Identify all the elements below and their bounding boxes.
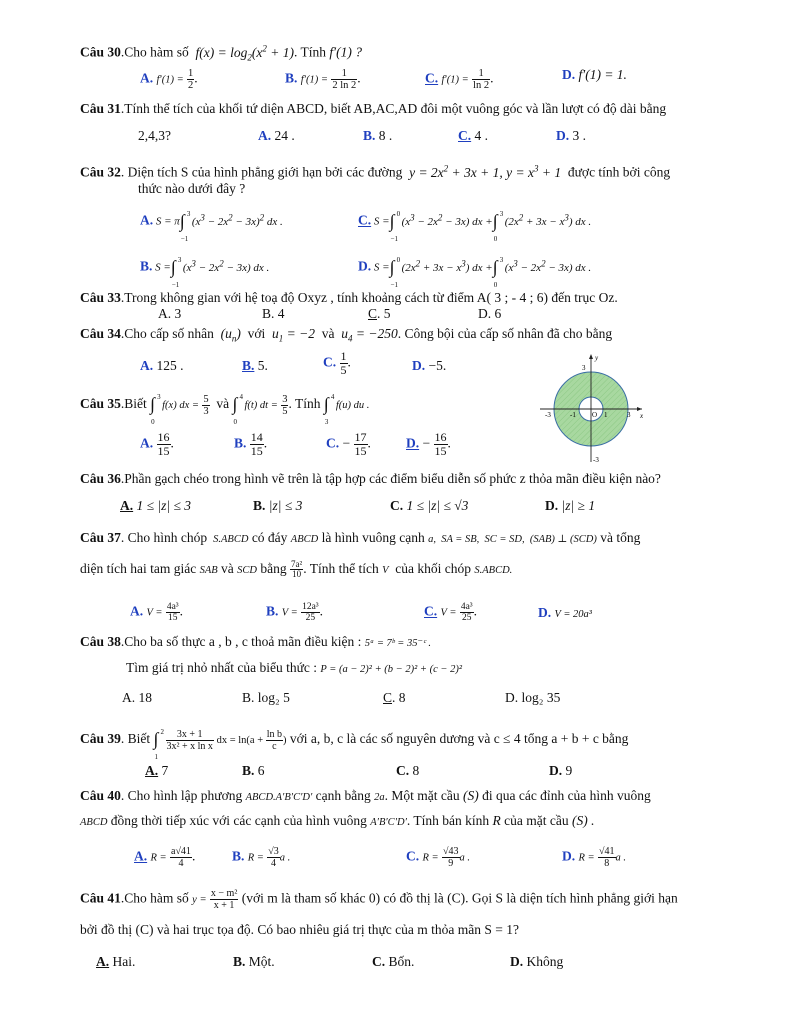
q37-option-b[interactable]: B. V = $\frac{\text{12a³}}{25}$ . xyxy=(266,602,324,623)
q34-option-b[interactable]: B. 5. xyxy=(242,358,268,373)
q35-option-d[interactable]: D. − $\frac{16}{15}$ . xyxy=(406,430,451,458)
q40-option-c[interactable]: C. R = $\frac{√43}{9}$ a . xyxy=(406,846,470,869)
q32-curves: $y = 2x^2 + 3x + 1$, $y = x^3 + 1$ xyxy=(405,163,562,180)
q41-option-a[interactable]: A. Hai. xyxy=(96,954,136,969)
q38-option-b[interactable]: B. log₂ 5 xyxy=(242,690,290,705)
tick-x-1: 1 xyxy=(604,411,608,419)
q35-option-a[interactable]: A. $\frac{16}{15}$ . xyxy=(140,430,174,458)
complex-plane-figure xyxy=(538,352,648,464)
q30-label: Câu 30 xyxy=(80,44,121,60)
q37-option-a[interactable]: A. V = $\frac{\text{4a³}}{15}$ . xyxy=(130,602,184,623)
q32-option-c[interactable]: C. S = 0 ∫ −1 $(x^3 - 2x^2 - 3x)$ dx + 3 ∫ 0 $(2x^2 + 3x - x^3)$ dx . xyxy=(358,210,592,244)
q34-option-a[interactable]: A. 125 . xyxy=(140,358,184,373)
q30-ask: f′(1) ? xyxy=(329,44,362,60)
q36-option-a[interactable]: A. 1 ≤ |z| ≤ 3 xyxy=(120,498,191,513)
q37-option-d[interactable]: D. V = 20a³ xyxy=(538,605,592,620)
question-32: Câu 32. Diện tích S của hình phẳng giới hạn bởi các đường $y = 2x^2 + 3x + 1$, $y = x^3 + 1$ được tính bởi công xyxy=(80,163,671,180)
question-34: Câu 34.Cho cấp số nhân $(u_n)$ với $u_1 = -2$ và $u_4 = -250$. Công bội của cấp số nhân đã cho bằng xyxy=(80,326,613,344)
question-37: Câu 37. Cho hình chóp S.ABCD có đáy ABCD là hình vuông cạnh a, SA = SB, SC = SD, (SAB) ⊥ (SCD) và tổng xyxy=(80,530,641,545)
q31-option-d[interactable]: D. 3 . xyxy=(556,128,586,143)
question-33: Câu 33.Trong không gian với hệ toạ độ Oxyz , tính khoảng cách từ điểm A( 3 ; - 4 ; 6) đến trục Oz. xyxy=(80,290,618,305)
q38-option-c[interactable]: C. 8 xyxy=(383,690,406,705)
q30-option-a[interactable]: A. f′(1) = $\frac{1}{2}$ . xyxy=(140,68,198,91)
origin-label: O xyxy=(592,411,598,419)
q39-option-a[interactable]: A. 7 xyxy=(145,763,169,778)
tick-y-minus3: -3 xyxy=(593,456,599,464)
question-40: Câu 40. Cho hình lập phương ABCD.A′B′C′D′ cạnh bằng 2a. Một mặt cầu (S) đi qua các đỉnh của hình vuông xyxy=(80,788,651,803)
q32-cont: thức nào dưới đây ? xyxy=(138,181,246,196)
q32-option-d[interactable]: D. S = 0 ∫ −1 $(2x^2 + 3x - x^3)$ dx + 3 ∫ 0 $(x^3 - 2x^2 - 3x)$ dx . xyxy=(358,256,592,290)
q33-option-c[interactable]: C. 5 xyxy=(368,306,391,321)
x-axis-label: x xyxy=(640,412,644,420)
q32-option-b[interactable]: B. S = 3 ∫ −1 $(x^3 - 2x^2 - 3x)$ dx . xyxy=(140,256,270,290)
q38-option-d[interactable]: D. log₂ 35 xyxy=(505,690,561,705)
question-41: Câu 41.Cho hàm số y = $\frac{\text{x − m²}}{x + 1}$ (với m là tham số khác 0) có đồ thị là (C). Gọi S là diện tích hình phẳng giới hạn xyxy=(80,888,678,911)
q40-option-a[interactable]: A. R = $\frac{a√41}{4}$ . xyxy=(134,846,196,869)
y-axis-label: y xyxy=(595,354,599,362)
q36-option-c[interactable]: C. 1 ≤ |z| ≤ √3 xyxy=(390,498,469,513)
q35-option-c[interactable]: C. − $\frac{17}{15}$ . xyxy=(326,430,371,458)
q32-label: Câu 32 xyxy=(80,164,121,180)
question-31 xyxy=(80,100,666,118)
question-30: Câu 30.Cho hàm số $f(x) = \log_2(x^2 + 1)$. Tính f′(1) ? xyxy=(80,43,362,63)
q30-text: .Cho hàm số xyxy=(120,44,189,60)
q39-option-b[interactable]: B. 6 xyxy=(242,763,265,778)
q34-option-c[interactable]: C. $\frac{1}{5}$ . xyxy=(323,349,351,377)
q37-cont: diện tích hai tam giác SAB và SCD bằng $\frac{\text{7a²}}{10}$ . Tính thể tích V của khối chóp S.ABCD. xyxy=(80,559,513,580)
q30-option-b[interactable]: B. f′(1) = $\frac{1}{2 \ln 2}$ . xyxy=(285,68,361,91)
q33-option-b[interactable]: B. 4 xyxy=(262,306,285,321)
question-38: Câu 38.Cho ba số thực a , b , c thoả mãn điều kiện : 5ᵃ = 7ᵇ = 35⁻ᶜ . xyxy=(80,634,432,649)
question-36: Câu 36.Phần gạch chéo trong hình vẽ trên là tập hợp các điểm biểu diễn số phức z thỏa mãn điều kiện nào? xyxy=(80,471,661,486)
q30-option-d[interactable]: D. f′(1) = 1. xyxy=(562,67,627,82)
q32-option-a[interactable]: A. S = π 3 ∫ −1 $(x^3 - 2x^2 - 3x)^2$ dx . xyxy=(140,210,283,244)
q39-option-c[interactable]: C. 8 xyxy=(396,763,420,778)
tick-x-3: 3 xyxy=(627,411,631,419)
q33-option-a[interactable]: A. 3 xyxy=(158,306,182,321)
q38-option-a[interactable]: A. 18 xyxy=(122,690,152,705)
q31-text: .Tính thể tích của khối tứ diện ABCD, biết AB,AC,AD đôi một vuông góc và lần lượt có độ dài bằng xyxy=(120,101,667,116)
q36-option-d[interactable]: D. |z| ≥ 1 xyxy=(545,498,596,513)
q38-line2: Tìm giá trị nhỏ nhất của biểu thức : P = (a − 2)² + (b − 2)² + (c − 2)² xyxy=(126,660,462,675)
q30-option-c[interactable]: C. f′(1) = $\frac{1}{\ln 2}$ . xyxy=(425,68,494,91)
q41-option-b[interactable]: B. Một. xyxy=(233,954,275,969)
q41-cont: bởi đồ thị (C) và hai trục tọa độ. Có bao nhiêu giá trị thực của m thỏa mãn S = 1? xyxy=(80,922,519,937)
q31-option-c[interactable]: C. 4 . xyxy=(458,128,488,143)
q31-option-a[interactable]: A. 24 . xyxy=(258,128,295,143)
tick-x-minus1: -1 xyxy=(570,411,576,419)
q39-option-d[interactable]: D. 9 xyxy=(549,763,573,778)
q31-option-b[interactable]: B. 8 . xyxy=(363,128,393,143)
tick-x-minus3: -3 xyxy=(545,411,551,419)
q40-option-d[interactable]: D. R = $\frac{√41}{8}$ a . xyxy=(562,846,626,869)
q40-line2: ABCD đồng thời tiếp xúc với các cạnh của hình vuông A′B′C′D′. Tính bán kính R của mặt cầu (S) . xyxy=(80,813,595,828)
q41-option-c[interactable]: C. Bốn. xyxy=(372,954,415,969)
tick-y-3: 3 xyxy=(582,364,586,372)
q36-option-b[interactable]: B. |z| ≤ 3 xyxy=(253,498,303,513)
question-39: Câu 39. Biết 2 ∫ 1 $\frac{3x + 1}{\text{3x² + x ln x}}$ dx = ln(a + $\frac{\text{ln b}}{c}$ ) với a, b, c là các số nguyên dương và c ≤ 4 tổng a + b + c bằng xyxy=(80,728,629,761)
q30-func: $f(x) = \log_2(x^2 + 1)$ xyxy=(192,43,294,63)
q34-option-d[interactable]: D. −5. xyxy=(412,358,447,373)
question-35: Câu 35.Biết 3 ∫ 0 f(x) dx = $\frac{5}{3}$ và 4 ∫ 0 f(t) dt = $\frac{3}{5}$ . Tính 4 ∫ 3 f(u) du . xyxy=(80,393,370,426)
q33-option-d[interactable]: D. 6 xyxy=(478,306,502,321)
q31-label: Câu 31 xyxy=(80,101,121,116)
q31-cont: 2,4,3? xyxy=(138,128,171,143)
q40-option-b[interactable]: B. R = $\frac{√3}{4}$ a . xyxy=(232,846,291,869)
q35-option-b[interactable]: B. $\frac{14}{15}$ . xyxy=(234,430,268,458)
q37-option-c[interactable]: C. V = $\frac{\text{4a³}}{25}$ . xyxy=(424,602,478,623)
q41-option-d[interactable]: D. Không xyxy=(510,954,564,969)
